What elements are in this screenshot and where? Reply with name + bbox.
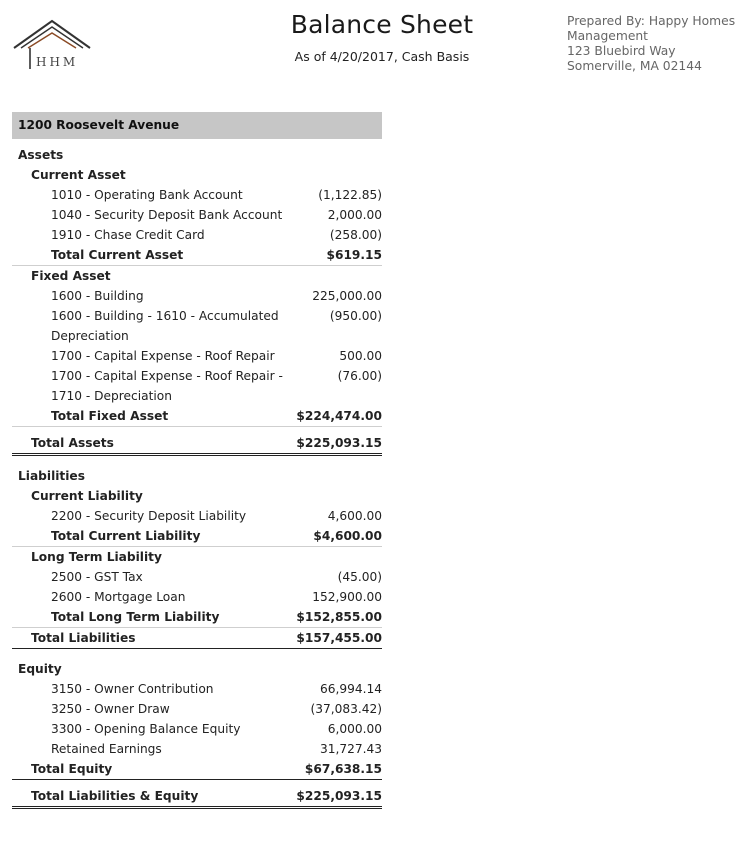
account-label: 3300 - Opening Balance Equity [51,722,241,736]
prepared-by-company: Management [567,29,649,43]
address-city: Somerville, MA 02144 [567,59,702,73]
account-label: 1700 - Capital Expense - Roof Repair - 1710 - Depreciation [51,369,283,403]
liabilities-section-heading: Liabilities [18,469,85,483]
account-label: 1700 - Capital Expense - Roof Repair [51,349,275,363]
account-label: 1600 - Building [51,289,144,303]
current-asset-heading: Current Asset [31,168,126,182]
account-row [12,286,382,306]
report-subtitle: As of 4/20/2017, Cash Basis [294,49,470,64]
account-label: 1910 - Chase Credit Card [51,228,205,242]
account-row [12,506,382,526]
account-amount: 31,727.43 [319,742,382,756]
account-amount: 225,000.00 [312,289,382,303]
account-row [12,679,382,699]
account-row [12,346,382,366]
account-row [12,567,382,587]
account-row [12,225,382,245]
fixed-asset-heading: Fixed Asset [31,269,111,283]
account-row [12,587,382,607]
total-liabilities-row: Total Liabilities $157,455.00 [12,628,382,649]
account-row [12,699,382,719]
account-amount: (37,083.42) [310,702,382,716]
account-amount: (45.00) [337,570,382,584]
account-amount: 4,600.00 [327,509,382,523]
account-amount: 2,000.00 [327,208,382,222]
account-label: 3250 - Owner Draw [51,702,170,716]
current-liability-heading: Current Liability [31,489,143,503]
account-label: 2600 - Mortgage Loan [51,590,186,604]
total-current-liability-row: Total Current Liability $4,600.00 [12,526,382,547]
house-logo-icon [12,18,94,78]
account-label: 3150 - Owner Contribution [51,682,214,696]
prepared-by-block [567,14,742,74]
total-equity-row: Total Equity $67,638.15 [12,759,382,780]
total-assets-row: Total Assets $225,093.15 [12,433,382,456]
assets-section-heading: Assets [18,148,64,162]
account-amount: (1,122.85) [318,188,382,202]
total-fixed-asset-row: Total Fixed Asset $224,474.00 [12,406,382,427]
company-logo [12,18,94,78]
balance-sheet-table [12,112,382,809]
account-row [12,306,382,346]
account-amount: 6,000.00 [327,722,382,736]
account-amount: 500.00 [339,349,382,363]
account-label: 1600 - Building - 1610 - Accumulated Depreciation [51,309,279,343]
account-label: 1010 - Operating Bank Account [51,188,243,202]
account-row [12,366,382,406]
account-label: 2200 - Security Deposit Liability [51,509,247,523]
prepared-by-line: Prepared By: Happy Homes [567,14,736,28]
long-term-liability-heading: Long Term Liability [31,550,162,564]
logo-letters: HHM [36,55,79,69]
total-current-asset-row: Total Current Asset $619.15 [12,245,382,266]
account-amount: 66,994.14 [319,682,382,696]
account-amount: (950.00) [329,309,382,323]
account-label: 1040 - Security Deposit Bank Account [51,208,283,222]
report-title: Balance Sheet [290,10,474,39]
account-row [12,185,382,205]
total-liabilities-equity-row: Total Liabilities & Equity $225,093.15 [12,786,382,809]
account-amount: (258.00) [329,228,382,242]
account-row [12,739,382,759]
account-row [12,205,382,225]
account-label: Retained Earnings [51,742,162,756]
property-header: 1200 Roosevelt Avenue [12,112,382,139]
account-row [12,719,382,739]
equity-section-heading: Equity [18,662,62,676]
total-long-term-liability-row: Total Long Term Liability $152,855.00 [12,607,382,628]
account-amount: (76.00) [337,369,382,383]
address-street: 123 Bluebird Way [567,44,676,58]
account-label: 2500 - GST Tax [51,570,143,584]
account-amount: 152,900.00 [312,590,382,604]
